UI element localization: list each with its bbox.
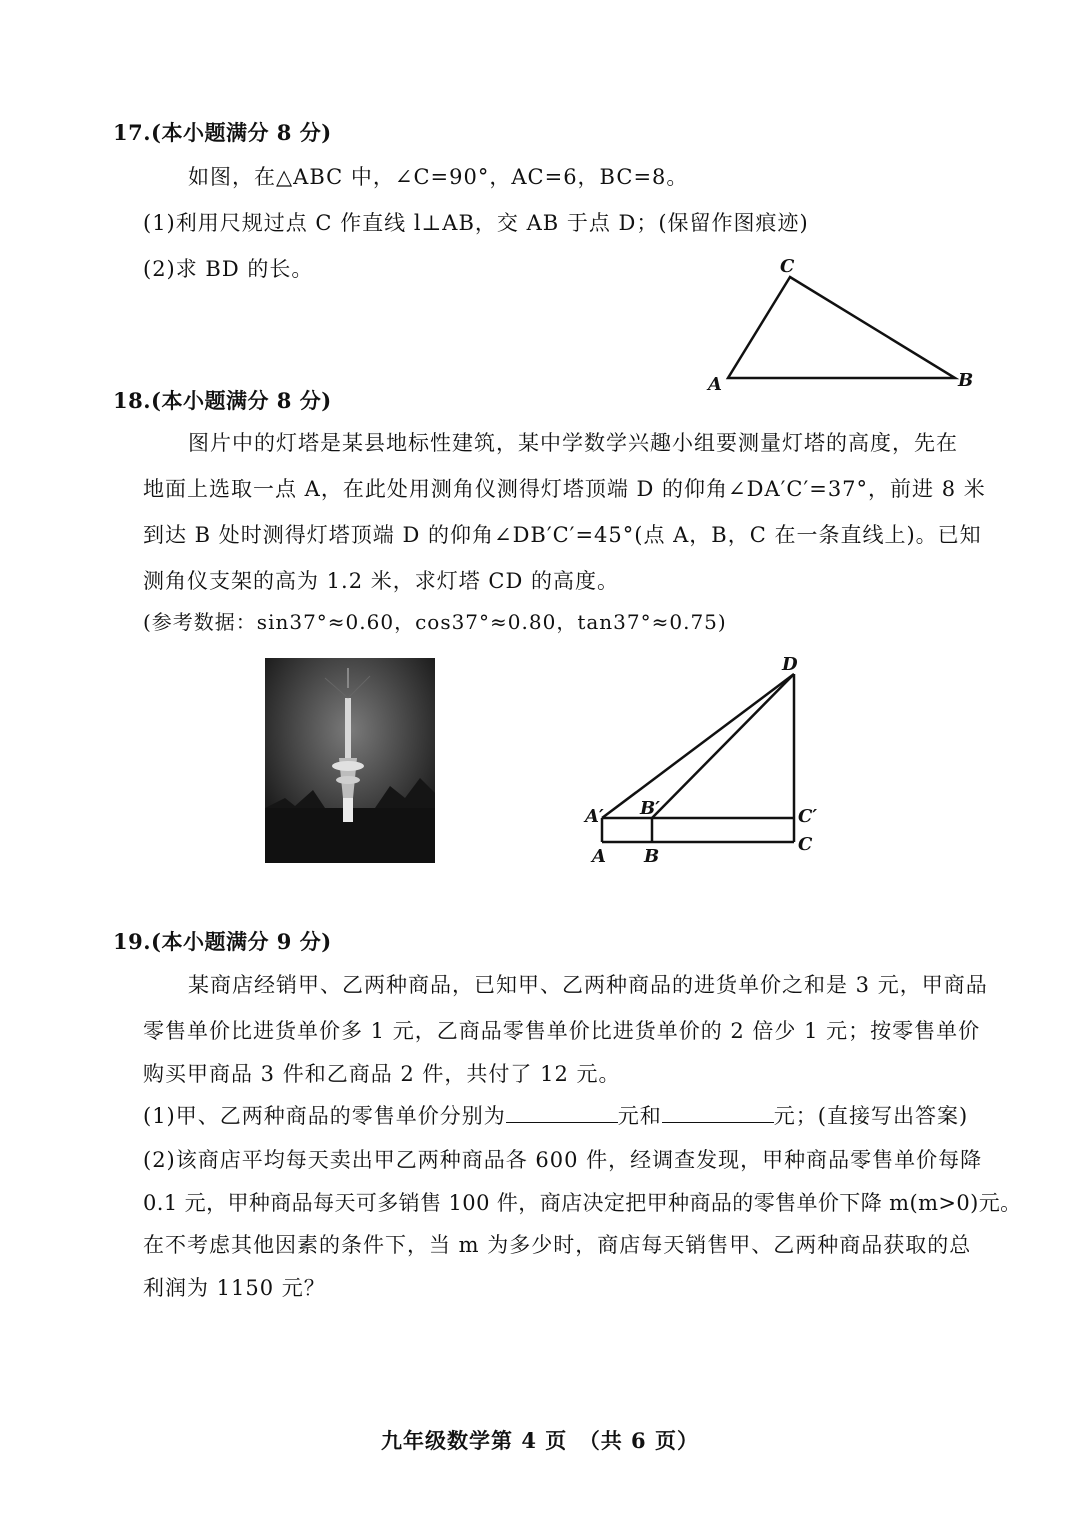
lighthouse-photo bbox=[265, 658, 435, 863]
q19-part2-line-1: (2)该商店平均每天卖出甲乙两种商品各 600 件，经调查发现，甲种商品零售单价每降 bbox=[143, 1148, 983, 1172]
q18-heading: 18.(本小题满分 8 分) bbox=[113, 388, 332, 413]
q19-heading: 19.(本小题满分 9 分) bbox=[113, 929, 332, 954]
q17-part2: (2)求 BD 的长。 bbox=[143, 257, 314, 281]
q18-line-4: 测角仪支架的高为 1.2 米，求灯塔 CD 的高度。 bbox=[143, 569, 620, 593]
label-b2: B bbox=[644, 846, 660, 867]
label-c2: C bbox=[798, 834, 813, 855]
label-c: C bbox=[780, 256, 795, 277]
q17-triangle-figure bbox=[700, 252, 990, 397]
label-c-prime: C′ bbox=[798, 806, 818, 827]
answer-blank-jia[interactable] bbox=[506, 1100, 618, 1123]
label-b: B bbox=[958, 370, 974, 391]
segment-a-prime-d bbox=[602, 674, 794, 818]
page-footer: 九年级数学第 4 页 （共 6 页） bbox=[381, 1428, 699, 1453]
q18-line-1: 图片中的灯塔是某县地标性建筑，某中学数学兴趣小组要测量灯塔的高度，先在 bbox=[188, 431, 958, 455]
q19-part2-line-2: 0.1 元，甲种商品每天可多销售 100 件，商店决定把甲种商品的零售单价下降 m(m>0)元。 bbox=[143, 1191, 1022, 1215]
q17-part1: (1)利用尺规过点 C 作直线 l⊥AB，交 AB 于点 D；(保留作图痕迹) bbox=[143, 211, 809, 235]
q19-part1-text-a: (1)甲、乙两种商品的零售单价分别为 bbox=[143, 1104, 506, 1128]
q19-line-2: 零售单价比进货单价多 1 元，乙商品零售单价比进货单价的 2 倍少 1 元；按零售单价 bbox=[143, 1019, 981, 1043]
q19-line-3: 购买甲商品 3 件和乙商品 2 件，共付了 12 元。 bbox=[143, 1062, 621, 1086]
q18-geometry-figure bbox=[580, 650, 830, 870]
label-d: D bbox=[782, 654, 798, 675]
label-a-prime: A′ bbox=[585, 806, 604, 827]
q19-part1 bbox=[143, 1100, 968, 1131]
q19-part1-text-c: 元；(直接写出答案) bbox=[773, 1104, 969, 1128]
triangle-abc bbox=[728, 277, 955, 378]
q18-reference-data: (参考数据：sin37°≈0.60，cos37°≈0.80，tan37°≈0.75) bbox=[143, 610, 727, 634]
q17-heading: 17.(本小题满分 8 分) bbox=[113, 120, 332, 145]
label-a2: A bbox=[592, 846, 606, 867]
q17-stem: 如图，在△ABC 中，∠C=90°，AC=6，BC=8。 bbox=[188, 165, 689, 189]
q19-line-1: 某商店经销甲、乙两种商品，已知甲、乙两种商品的进货单价之和是 3 元，甲商品 bbox=[188, 973, 988, 997]
label-b-prime: B′ bbox=[640, 798, 660, 819]
q18-line-3: 到达 B 处时测得灯塔顶端 D 的仰角∠DB′C′=45°(点 A，B，C 在一条直线上)。已知 bbox=[143, 523, 982, 547]
q19-part1-text-b: 元和 bbox=[617, 1104, 662, 1128]
segment-b-prime-d bbox=[652, 674, 794, 818]
q19-part2-line-3: 在不考虑其他因素的条件下，当 m 为多少时，商店每天销售甲、乙两种商品获取的总 bbox=[143, 1233, 972, 1257]
answer-blank-yi[interactable] bbox=[662, 1100, 774, 1123]
q18-line-2: 地面上选取一点 A，在此处用测角仪测得灯塔顶端 D 的仰角∠DA′C′=37°，前进 8 米 bbox=[143, 477, 986, 501]
label-a: A bbox=[708, 374, 722, 395]
q19-part2-line-4: 利润为 1150 元？ bbox=[143, 1276, 326, 1300]
